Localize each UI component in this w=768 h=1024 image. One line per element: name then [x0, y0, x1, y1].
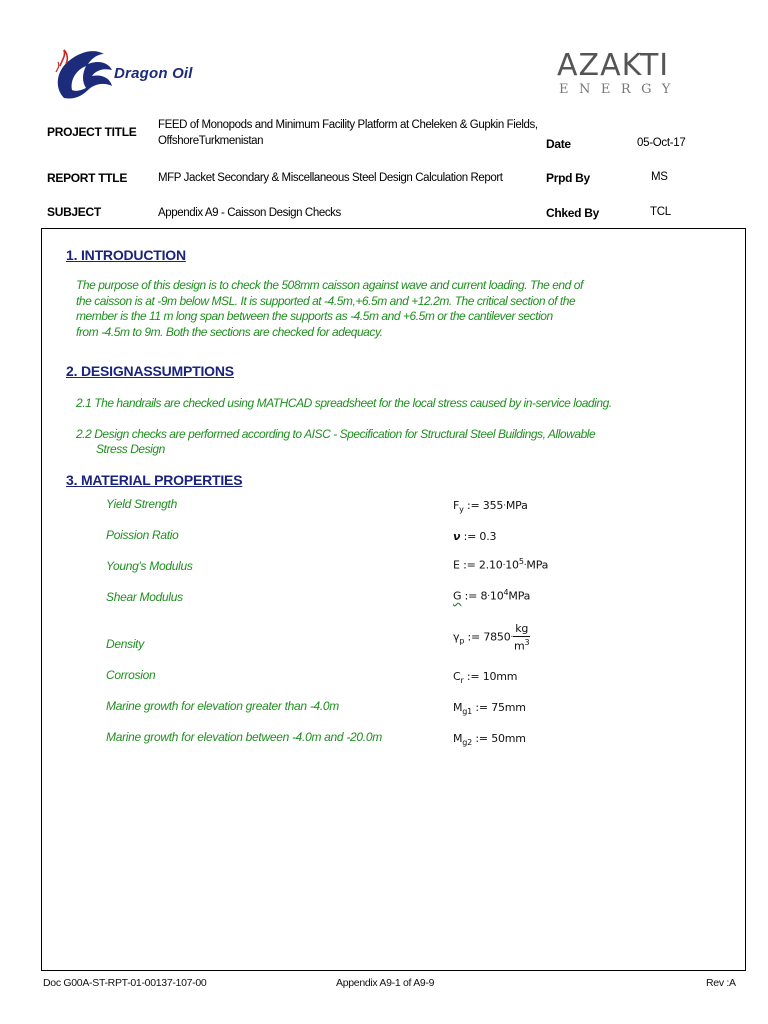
corrosion-value: $C_r$ := 10mm — [453, 670, 518, 686]
subject-label: SUBJECT — [47, 205, 101, 219]
youngs-modulus-value: E := $2.10\cdot 10^5\cdot MPa$ — [453, 557, 549, 572]
section-material-properties-heading: 3. MATERIAL PROPERTIES — [66, 472, 243, 488]
project-title-value-line1: FEED of Monopods and Minimum Facility Platform at Cheleken & Gupkin Fields, — [158, 119, 538, 131]
assumption-item-2-1: 2.1 The handrails are checked using MATHCAD spreadsheet for the local stress caused by in-service loading. — [76, 396, 612, 410]
date-label: Date — [546, 137, 571, 151]
dragon-oil-logo — [52, 40, 242, 110]
density-label: Density — [106, 637, 144, 651]
prepared-by-label: Prpd By — [546, 171, 590, 185]
section-design-assumptions-heading: 2. DESIGNASSUMPTIONS — [66, 363, 234, 379]
report-title-value: MFP Jacket Secondary & Miscellaneous Steel Design Calculation Report — [158, 172, 503, 184]
poisson-ratio-value: ν := 0.3 — [453, 530, 497, 543]
energy-logo-text: ENERGY — [559, 82, 681, 97]
report-title-label: REPORT TTLE — [47, 171, 128, 185]
youngs-modulus-label: Young's Modulus — [106, 559, 193, 573]
section-introduction-heading: 1. INTRODUCTION — [66, 247, 186, 263]
prepared-by-value: MS — [651, 171, 668, 183]
assumption-item-2-2-line2: Stress Design — [96, 442, 165, 456]
yield-strength-label: Yield Strength — [106, 497, 177, 511]
footer-doc-number: Doc G00A-ST-RPT-01-00137-107-00 — [43, 977, 207, 989]
yield-strength-value: $F_y$ := 355·MPa — [453, 499, 528, 515]
dragon-emblem-icon — [52, 40, 122, 106]
density-value: $\gamma_p$ := 7850· $\frac{kg}{m^3}$ — [453, 622, 530, 653]
azakti-energy-logo — [555, 48, 685, 104]
marine-growth-lower-label: Marine growth for elevation between -4.0m and -20.0m — [106, 730, 382, 744]
project-title-label: PROJECT TITLE — [47, 125, 137, 139]
shear-modulus-label: Shear Modulus — [106, 590, 183, 604]
marine-growth-upper-value: $M_{g1}$ := 75mm — [453, 701, 526, 717]
dragon-oil-text: Dragon Oil — [114, 65, 193, 82]
intro-line: from -4.5m to 9m. Both the sections are checked for adequacy. — [76, 324, 383, 339]
assumption-item-2-2-line1: 2.2 Design checks are performed according to AISC - Specification for Structural Steel Buildings, Allowable — [76, 427, 596, 441]
checked-by-label: Chked By — [546, 206, 599, 220]
footer-revision: Rev :A — [706, 977, 736, 989]
introduction-paragraph — [76, 278, 676, 340]
density-unit-fraction: $\frac{kg}{m^3}$ — [513, 622, 530, 653]
marine-growth-lower-value: $M_{g2}$ := 50mm — [453, 732, 526, 748]
poisson-ratio-label: Poission Ratio — [106, 528, 179, 542]
marine-growth-upper-label: Marine growth for elevation greater than -4.0m — [106, 699, 339, 713]
azakti-logo-text: AZAKTI — [557, 48, 670, 83]
shear-modulus-value: G := $8\cdot 10^4MPa$ — [453, 588, 531, 603]
intro-line: The purpose of this design is to check the 508mm caisson against wave and current loading. The end of — [76, 278, 583, 292]
subject-value: Appendix A9 - Caisson Design Checks — [158, 207, 341, 219]
intro-line: member is the 11 m long span between the supports as -4.5m and +6.5m or the cantilever section — [76, 309, 553, 323]
checked-by-value: TCL — [650, 206, 671, 218]
intro-line: the caisson is at -9m below MSL. It is supported at -4.5m,+6.5m and +12.2m. The critical section of the — [76, 293, 576, 308]
date-value: 05-Oct-17 — [637, 137, 686, 149]
corrosion-label: Corrosion — [106, 668, 156, 682]
project-title-value-line2: OffshoreTurkmenistan — [158, 135, 264, 147]
footer-page-number: Appendix A9-1 of A9-9 — [336, 977, 435, 989]
